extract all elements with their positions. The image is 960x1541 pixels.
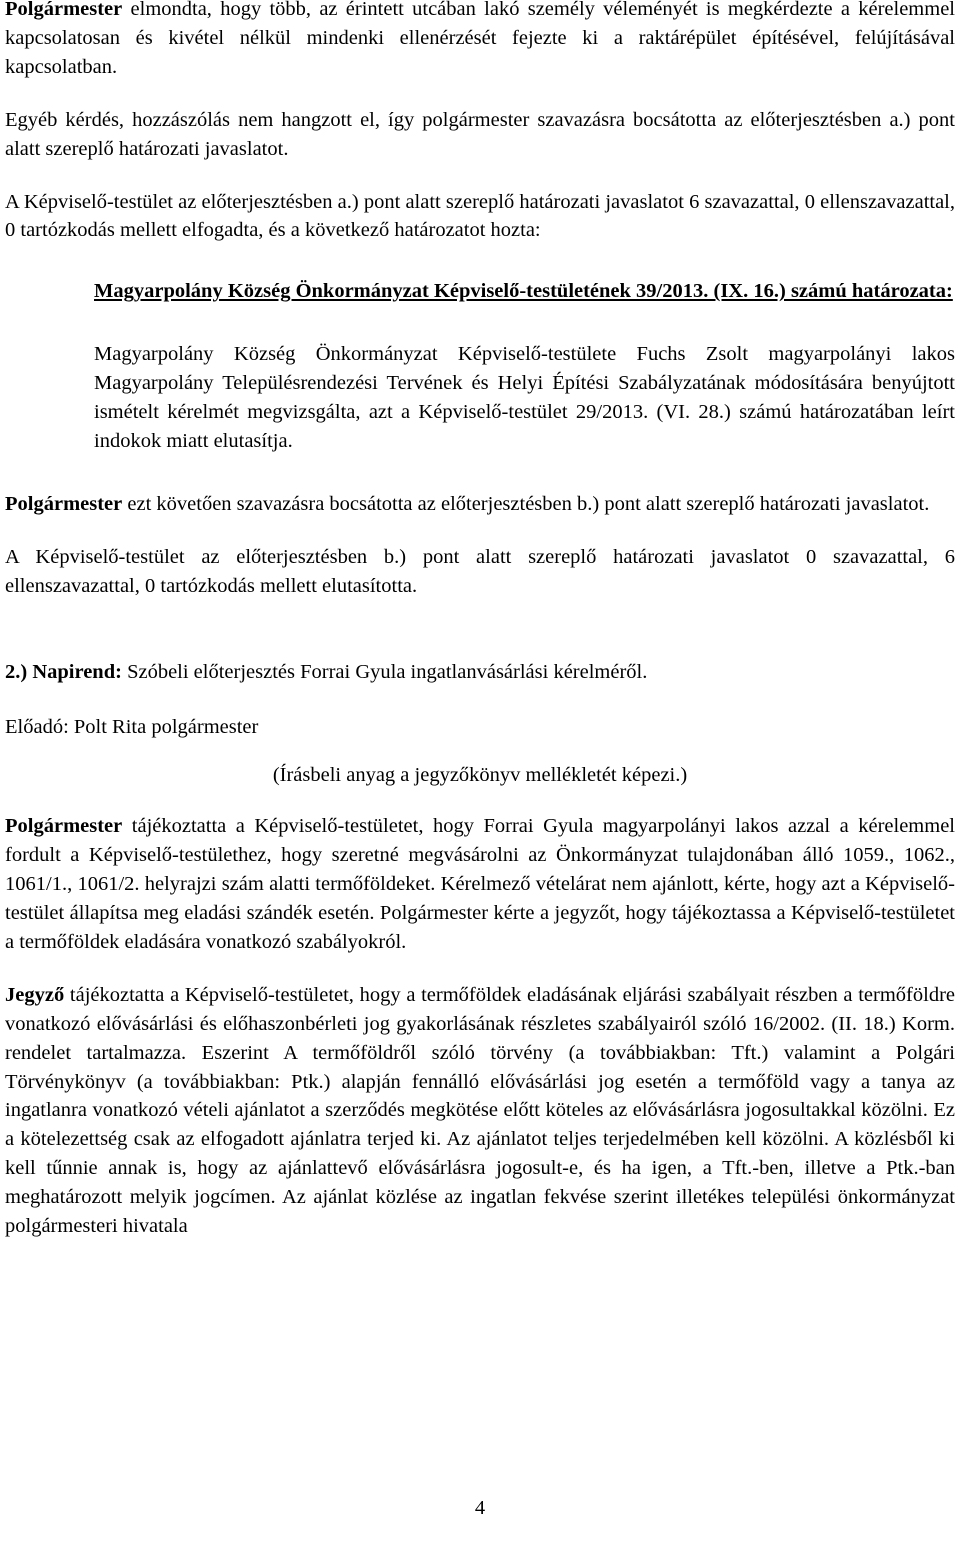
paragraph-vote-result-b: A Képviselő-testület az előterjesztésben b.) pont alatt szereplő határozati javaslatot 0 szavazattal, 6 ellenszavazattal, 0 tartózkodás mellett elutasította.: [5, 545, 955, 597]
speaker-mayor: Polgármester: [5, 492, 123, 515]
resolution-body: Magyarpolány Község Önkormányzat Képviselő-testülete Fuchs Zsolt magyarpolányi lakos Magyarpolány Településrendezési Tervének és Helyi Építési Szabályzatának módosítására benyújtott ismételt kérelmét megvizsgálta, azt a Képviselő-testület 29/2013. (VI. 28.) számú határozatában leírt indokok miatt elutasítja.: [94, 343, 955, 452]
resolution-title: Magyarpolány Község Önkormányzat Képviselő-testületének 39/2013. (IX. 16.) számú határozata:: [94, 280, 953, 303]
reporter-line: Előadó: Polt Rita polgármester: [5, 715, 259, 738]
paragraph-text: tájékoztatta a Képviselő-testületet, hogy Forrai Gyula magyarpolányi lakos azzal a kérelemmel fordult a Képviselő-testülethez, hogy szeretné megvásárolni az Önkormányzat tulajdonában álló 1059., 1062., 1061/1., 1061/2. helyrajzi szám alatti termőföldeket. Kérelmező vételárat nem ajánlott, kérte, hogy azt a Képviselő-testület állapítsa meg eladási szándék esetén. Polgármester kérte a jegyzőt, hogy tájékoztassa a Képviselő-testületet a termőföldek eladására vonatkozó szabályokról.: [5, 815, 955, 953]
paragraph-mayor-info: [5, 812, 955, 957]
speaker-notary: Jegyző: [5, 983, 65, 1006]
page-number: 4: [474, 1497, 486, 1519]
paragraph-text: tájékoztatta a Képviselő-testületet, hogy a termőföldek eladásának eljárási szabályait részben a termőföldre vonatkozó elővásárlási és előhaszonbérleti jog gyakorlásának részletes szabályairól szóló 16/2002. (II. 18.) Korm. rendelet tartalmazza. Eszerint A termőföldről szóló törvény (a továbbiakban: Tft.) valamint a Polgári Törvénykönyv (a továbbiakban: Ptk.) alapján fennálló elővásárlási jog esetén a termőföld vagy a tanya az ingatlanra vonatkozó vételi ajánlatot a szerződés megkötése előtt köteles az elővásárlásra jogosultakkal közölni. Ez a kötelezettség csak az elfogadott ajánlatra terjed ki. Az ajánlatot teljes terjedelmében kell közölni. A közlésből ki kell tűnnie annak is, hogy az ajánlattevő elővásárlásra jogosult-e, és ha igen, a Tft.-ben, illetve a Ptk.-ban meghatározott melyik jogcímen. Az ajánlat közlése az ingatlan fekvése szerint illetékes települési önkormányzat polgármesteri hivatala: [5, 983, 955, 1238]
agenda-item: [5, 658, 955, 687]
speaker-mayor: Polgármester: [5, 0, 123, 20]
document-page: [5, 0, 955, 1241]
attachment-note: (Írásbeli anyag a jegyzőkönyv mellékletét képezi.): [272, 764, 688, 787]
paragraph-mayor-opinion: [5, 0, 955, 82]
agenda-text: Szóbeli előterjesztés Forrai Gyula ingatlanvásárlási kérelméről.: [121, 660, 648, 683]
paragraph-text: elmondta, hogy több, az érintett utcában lakó személy véleményét is megkérdezte a kérelemmel kapcsolatosan és kivétel nélkül mindenki ellenérzését fejezte ki a raktárépület építésével, felújításával kapcsolatban.: [5, 0, 955, 78]
paragraph-text: ezt követően szavazásra bocsátotta az előterjesztésben b.) pont alatt szereplő határozati javaslatot.: [122, 492, 930, 515]
paragraph-vote-call-b: [5, 490, 955, 519]
paragraph-vote-call-a: Egyéb kérdés, hozzászólás nem hangzott el, így polgármester szavazásra bocsátotta az előterjesztésben a.) pont alatt szereplő határozati javaslatot.: [5, 108, 955, 160]
paragraph-vote-result-a: A Képviselő-testület az előterjesztésben a.) pont alatt szereplő határozati javaslatot 6 szavazattal, 0 ellenszavazattal, 0 tartózkodás mellett elfogadta, és a következő határozatot hozta:: [5, 190, 955, 242]
paragraph-notary-info: [5, 981, 955, 1241]
agenda-label: 2.) Napirend:: [5, 660, 122, 683]
speaker-mayor: Polgármester: [5, 815, 123, 838]
